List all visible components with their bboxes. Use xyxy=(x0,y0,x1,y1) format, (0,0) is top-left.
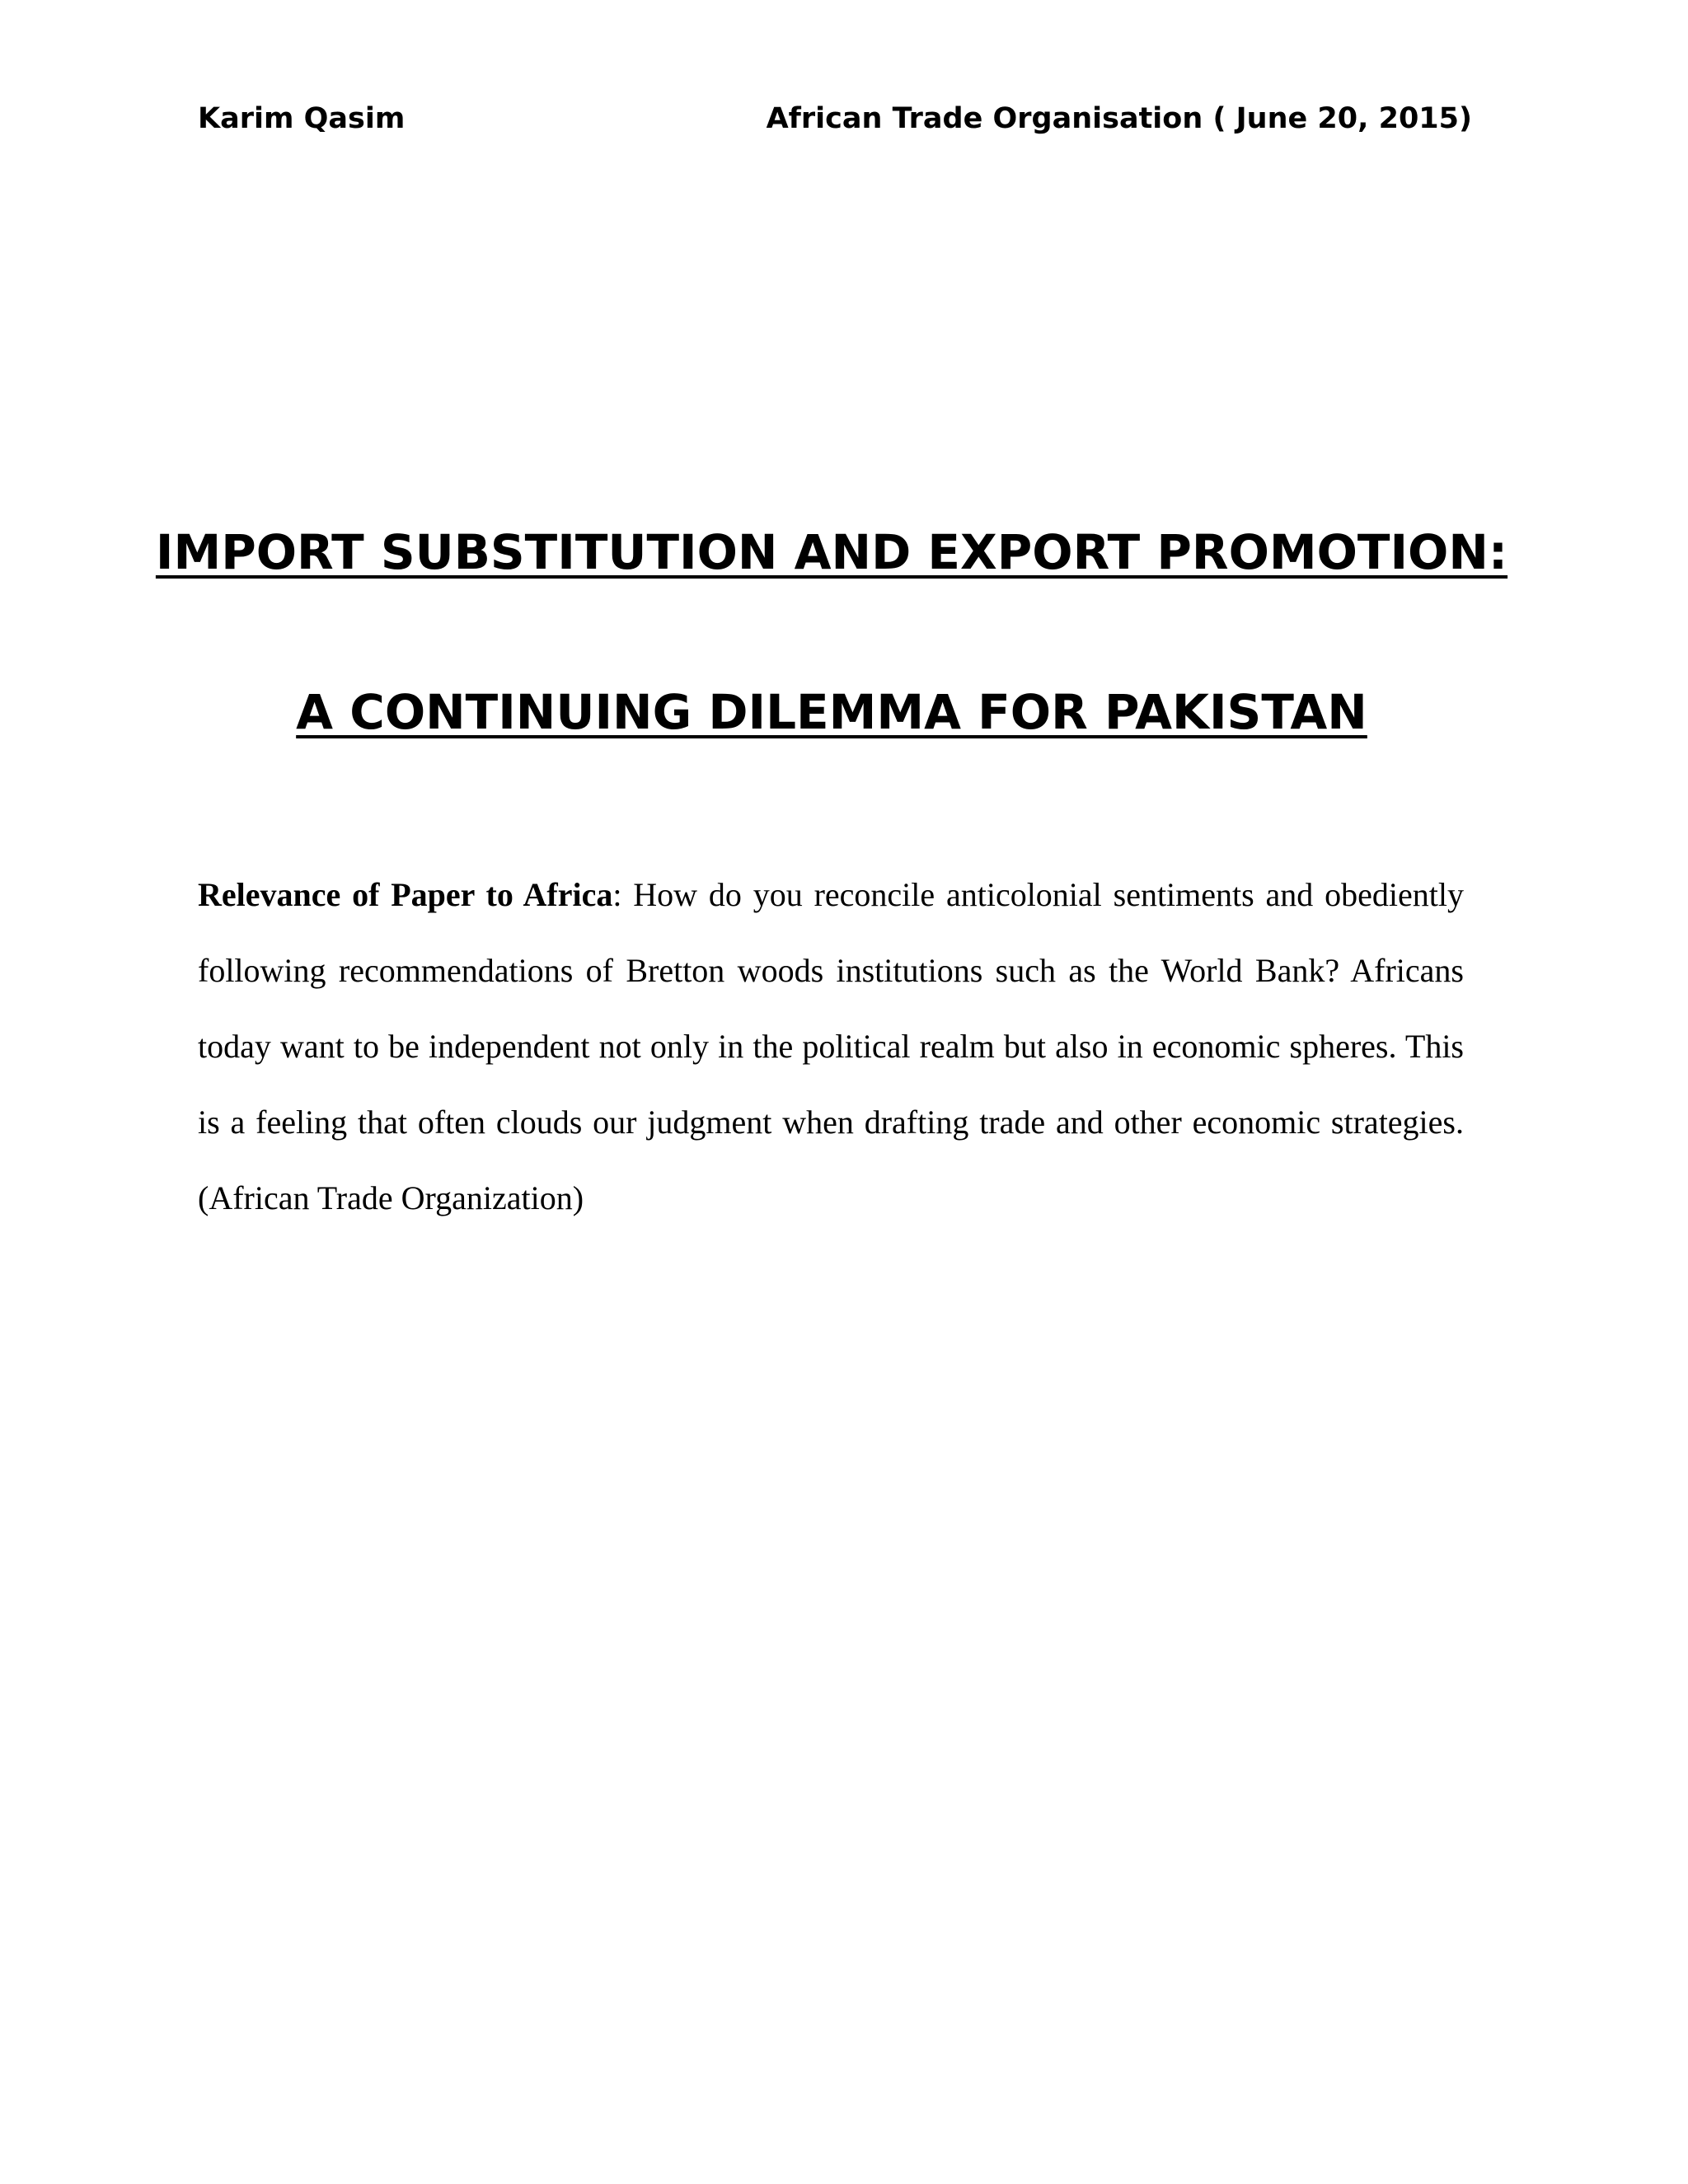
title-line-2: A CONTINUING DILEMMA FOR PAKISTAN xyxy=(296,684,1367,740)
header-organisation-date: African Trade Organisation ( June 20, 2015) xyxy=(766,102,1472,135)
relevance-text: How do you reconcile anticolonial sentiments and obediently following recommendations of Bretton woods institutions such as the World Bank? Africans today want to be independent not only in the political realm but also in economic spheres. This is a feeling that often clouds our judgment when drafting trade and other economic strategies. (African Trade Organization) xyxy=(198,876,1464,1216)
relevance-label: Relevance of Paper to Africa xyxy=(198,876,613,913)
relevance-separator: : xyxy=(612,876,622,913)
relevance-paragraph xyxy=(198,857,1464,1236)
header-author: Karim Qasim xyxy=(198,102,406,135)
title-line-1: IMPORT SUBSTITUTION AND EXPORT PROMOTION: xyxy=(155,524,1508,580)
